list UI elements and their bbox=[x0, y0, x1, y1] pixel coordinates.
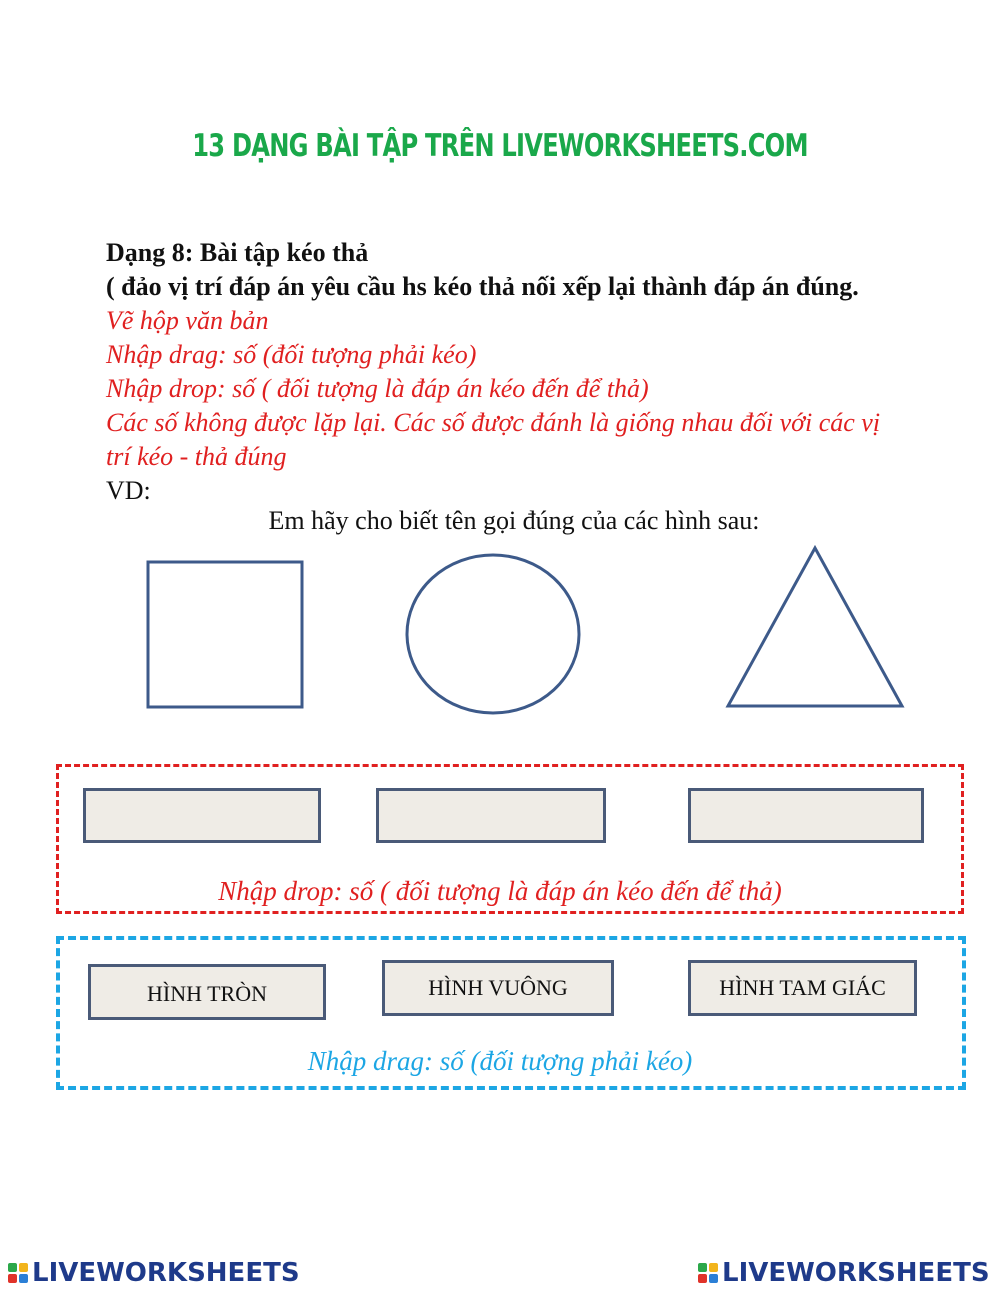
exercise-heading: Dạng 8: Bài tập kéo thả bbox=[106, 238, 369, 267]
instruction-line-3: Nhập drop: số ( đối tượng là đáp án kéo đến để thả) bbox=[106, 374, 649, 403]
instruction-line-4: Các số không được lặp lại. Các số được đánh là giống nhau đối với các vị bbox=[106, 408, 881, 437]
instruction-line-2: Nhập drag: số (đối tượng phải kéo) bbox=[106, 340, 477, 369]
liveworksheets-logo-icon bbox=[8, 1263, 28, 1283]
footer-logo-left bbox=[8, 1258, 300, 1288]
drop-target-1[interactable] bbox=[83, 788, 321, 843]
drop-target-2[interactable] bbox=[376, 788, 606, 843]
liveworksheets-logo-icon bbox=[698, 1263, 718, 1283]
drop-target-3[interactable] bbox=[688, 788, 924, 843]
drag-item-square[interactable]: HÌNH VUÔNG bbox=[382, 960, 614, 1016]
circle-shape bbox=[407, 555, 579, 713]
drag-zone-label: Nhập drag: số (đối tượng phải kéo) bbox=[307, 1046, 693, 1076]
example-label: VD: bbox=[106, 476, 151, 505]
instruction-line-1: Vẽ hộp văn bản bbox=[106, 306, 269, 335]
footer-brand-right: LIVEWORKSHEETS bbox=[722, 1258, 990, 1288]
square-shape bbox=[148, 562, 302, 707]
instruction-line-5: trí kéo - thả đúng bbox=[106, 442, 287, 471]
triangle-shape bbox=[728, 548, 902, 706]
drag-item-circle[interactable]: HÌNH TRÒN bbox=[88, 964, 326, 1020]
footer-logo-right bbox=[698, 1258, 990, 1288]
drag-item-triangle[interactable]: HÌNH TAM GIÁC bbox=[688, 960, 917, 1016]
shapes-area bbox=[0, 540, 1000, 720]
drop-zone-label: Nhập drop: số ( đối tượng là đáp án kéo đến để thả) bbox=[218, 876, 782, 906]
exercise-subheading: ( đảo vị trí đáp án yêu cầu hs kéo thả nối xếp lại thành đáp án đúng. bbox=[106, 272, 859, 301]
question-prompt: Em hãy cho biết tên gọi đúng của các hình sau: bbox=[268, 506, 760, 535]
page-title: 13 DẠNG BÀI TẬP TRÊN LIVEWORKSHEETS.COM bbox=[192, 128, 808, 164]
footer-brand-left: LIVEWORKSHEETS bbox=[32, 1258, 300, 1288]
